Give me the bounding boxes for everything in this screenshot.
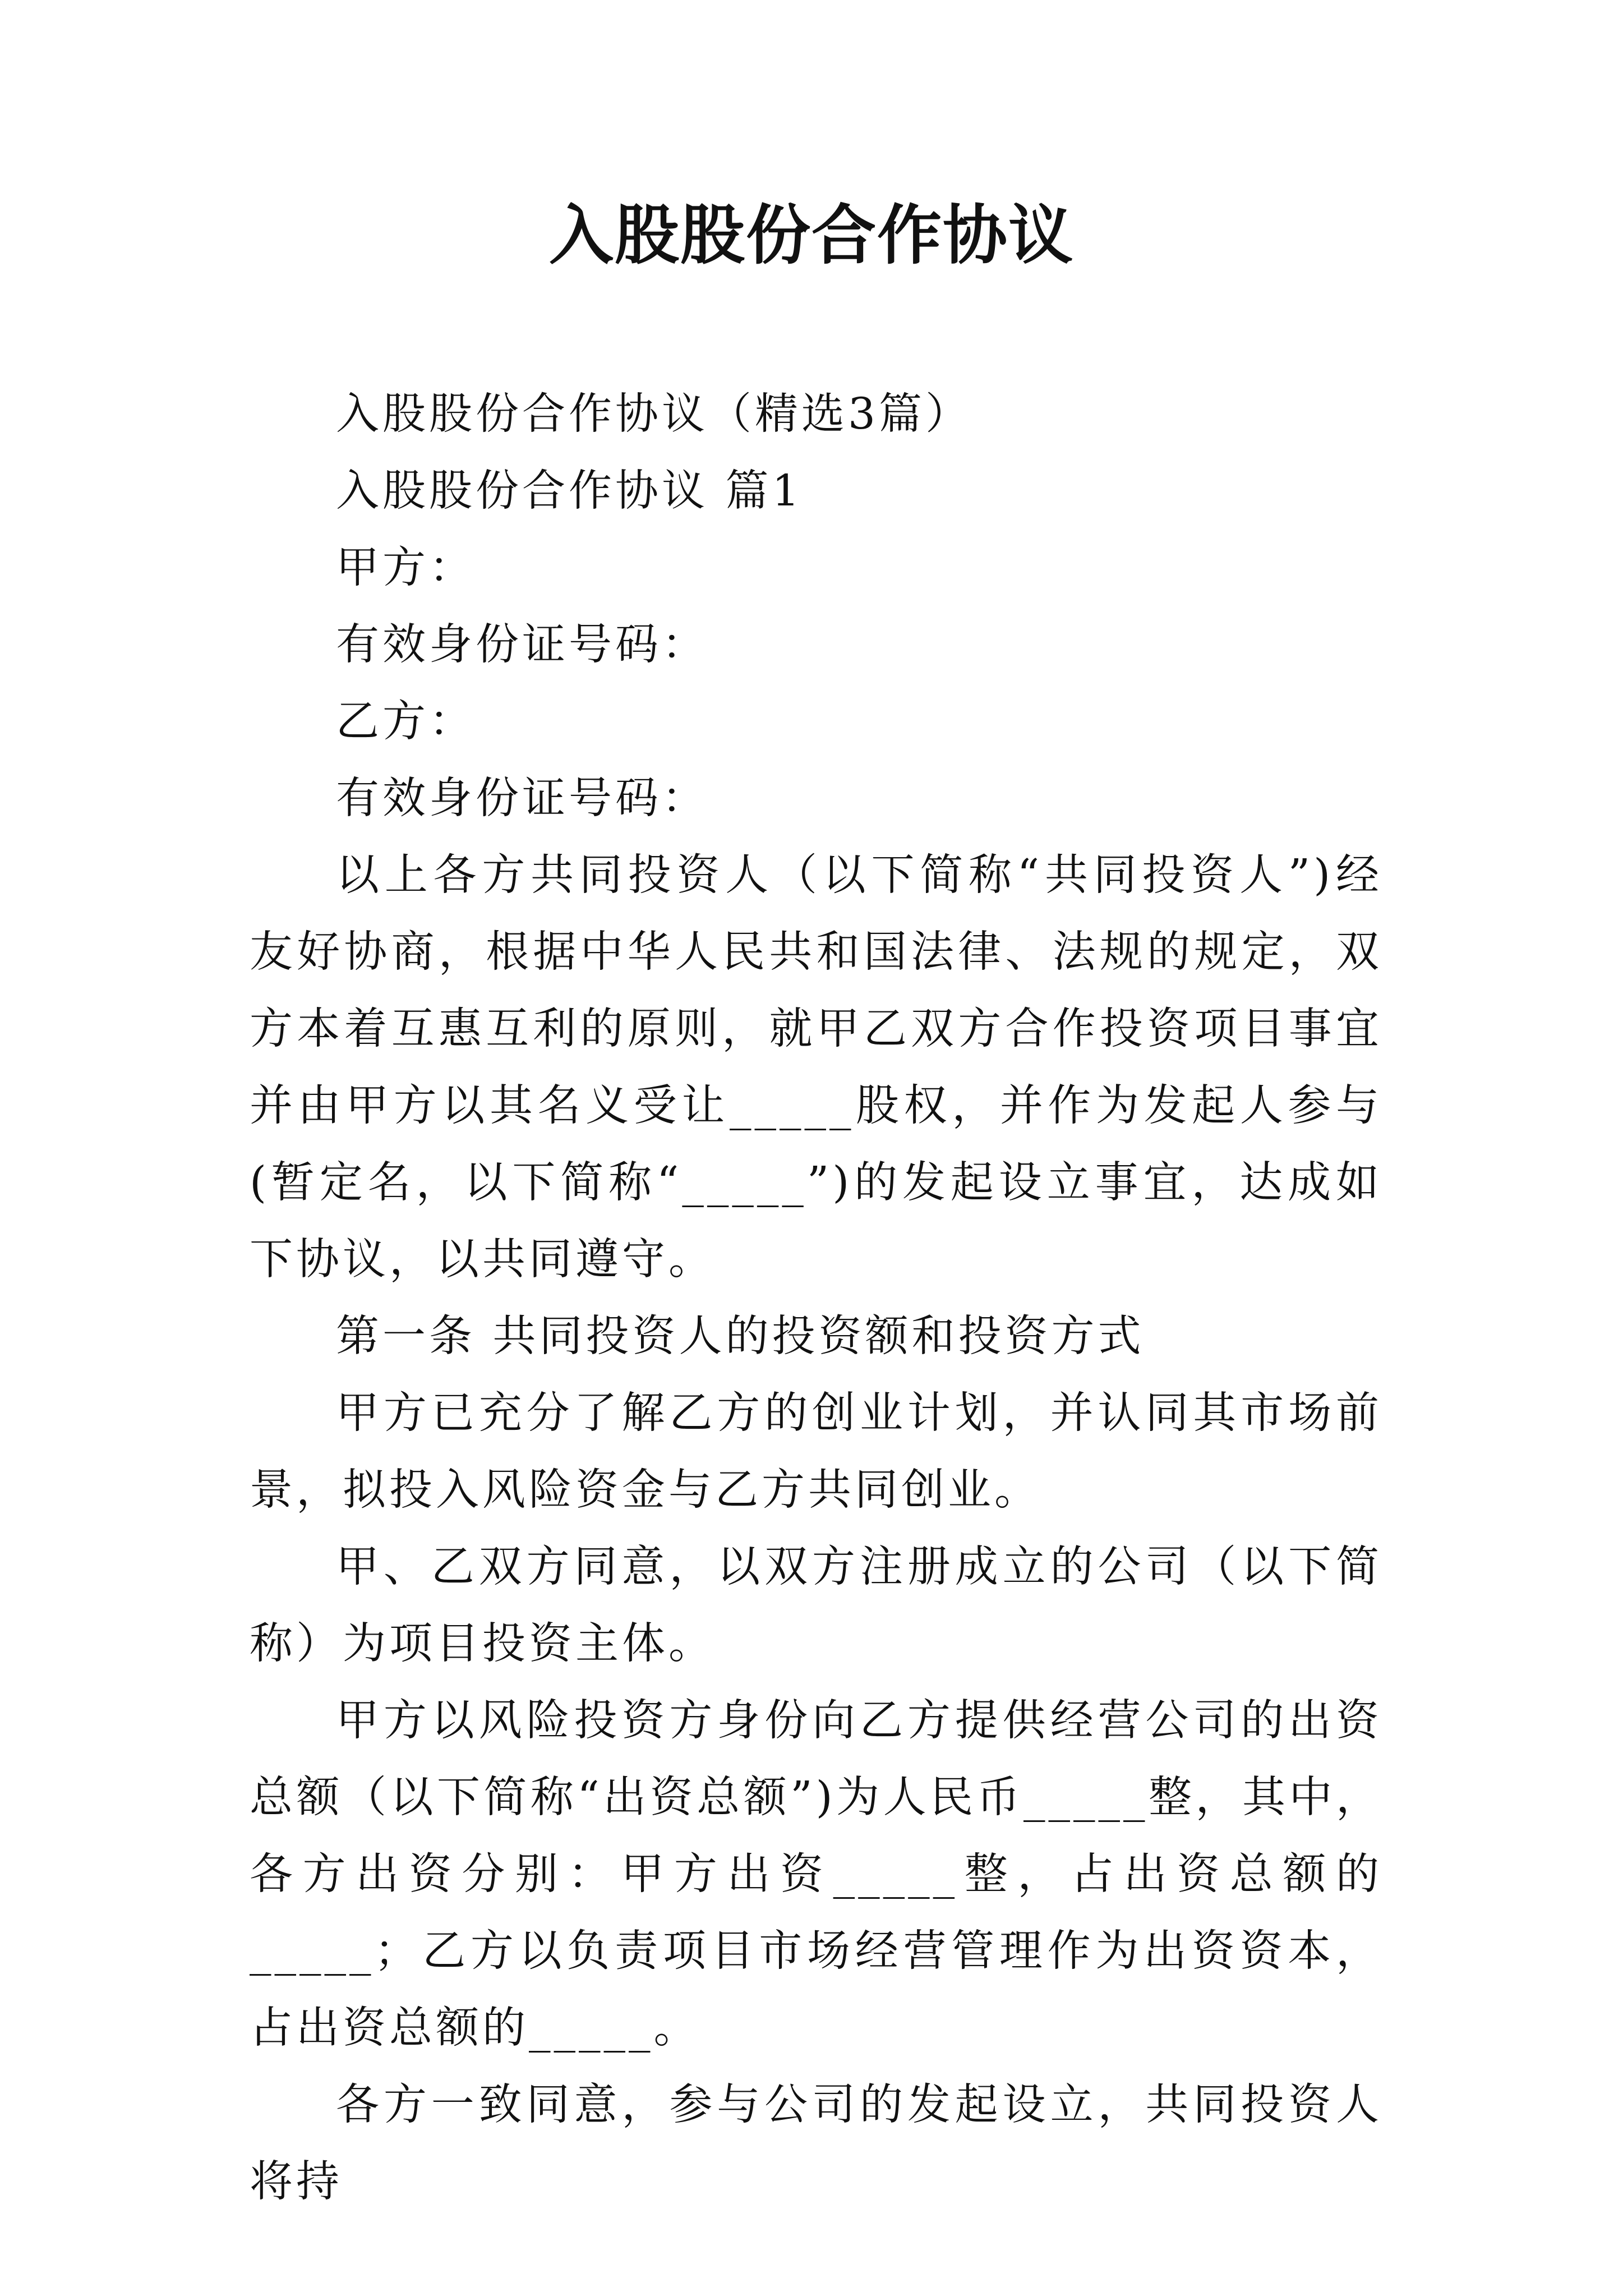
paragraph-subtitle: 入股股份合作协议（精选3篇） (336, 389, 972, 439)
paragraph-article-1-clause-2: 甲、乙双方同意，以双方注册成立的公司（以下简称）为项目投资主体。 (250, 1542, 1382, 1669)
paragraph-party-a-id: 有效身份证号码： (336, 620, 708, 670)
paragraph-section-heading: 入股股份合作协议 篇1 (336, 466, 803, 516)
paragraph-party-a: 甲方： (336, 543, 476, 593)
document-title: 入股股份合作协议 (548, 197, 1074, 273)
paragraph-article-1-clause-4: 各方一致同意，参与公司的发起设立，共同投资人将持 (250, 2080, 1382, 2207)
paragraph-article-1-clause-3: 甲方以风险投资方身份向乙方提供经营公司的出资总额（以下简称“出资总额”)为人民币_____整，其中，各方出资分别：甲方出资_____整，占出资总额的_____；乙方以负责项目市场经营管理作为出资资本，占出资总额的_____。 (250, 1696, 1382, 2053)
paragraph-party-b: 乙方： (336, 697, 476, 747)
paragraph-party-b-id: 有效身份证号码： (336, 774, 708, 823)
document-body (250, 376, 1382, 2220)
paragraph-article-1-heading: 第一条 共同投资人的投资额和投资方式 (336, 1312, 1145, 1361)
paragraph-article-1-clause-1: 甲方已充分了解乙方的创业计划，并认同其市场前景，拟投入风险资金与乙方共同创业。 (250, 1388, 1382, 1515)
paragraph-preamble: 以上各方共同投资人（以下简称“共同投资人”)经友好协商，根据中华人民共和国法律、法规的规定，双方本着互惠互利的原则，就甲乙双方合作投资项目事宜并由甲方以其名义受让_____股权，并作为发起人参与 (暂定名，以下简称“_____”)的发起设立事宜，达成如下协议，以共同遵守。 (250, 850, 1382, 1285)
